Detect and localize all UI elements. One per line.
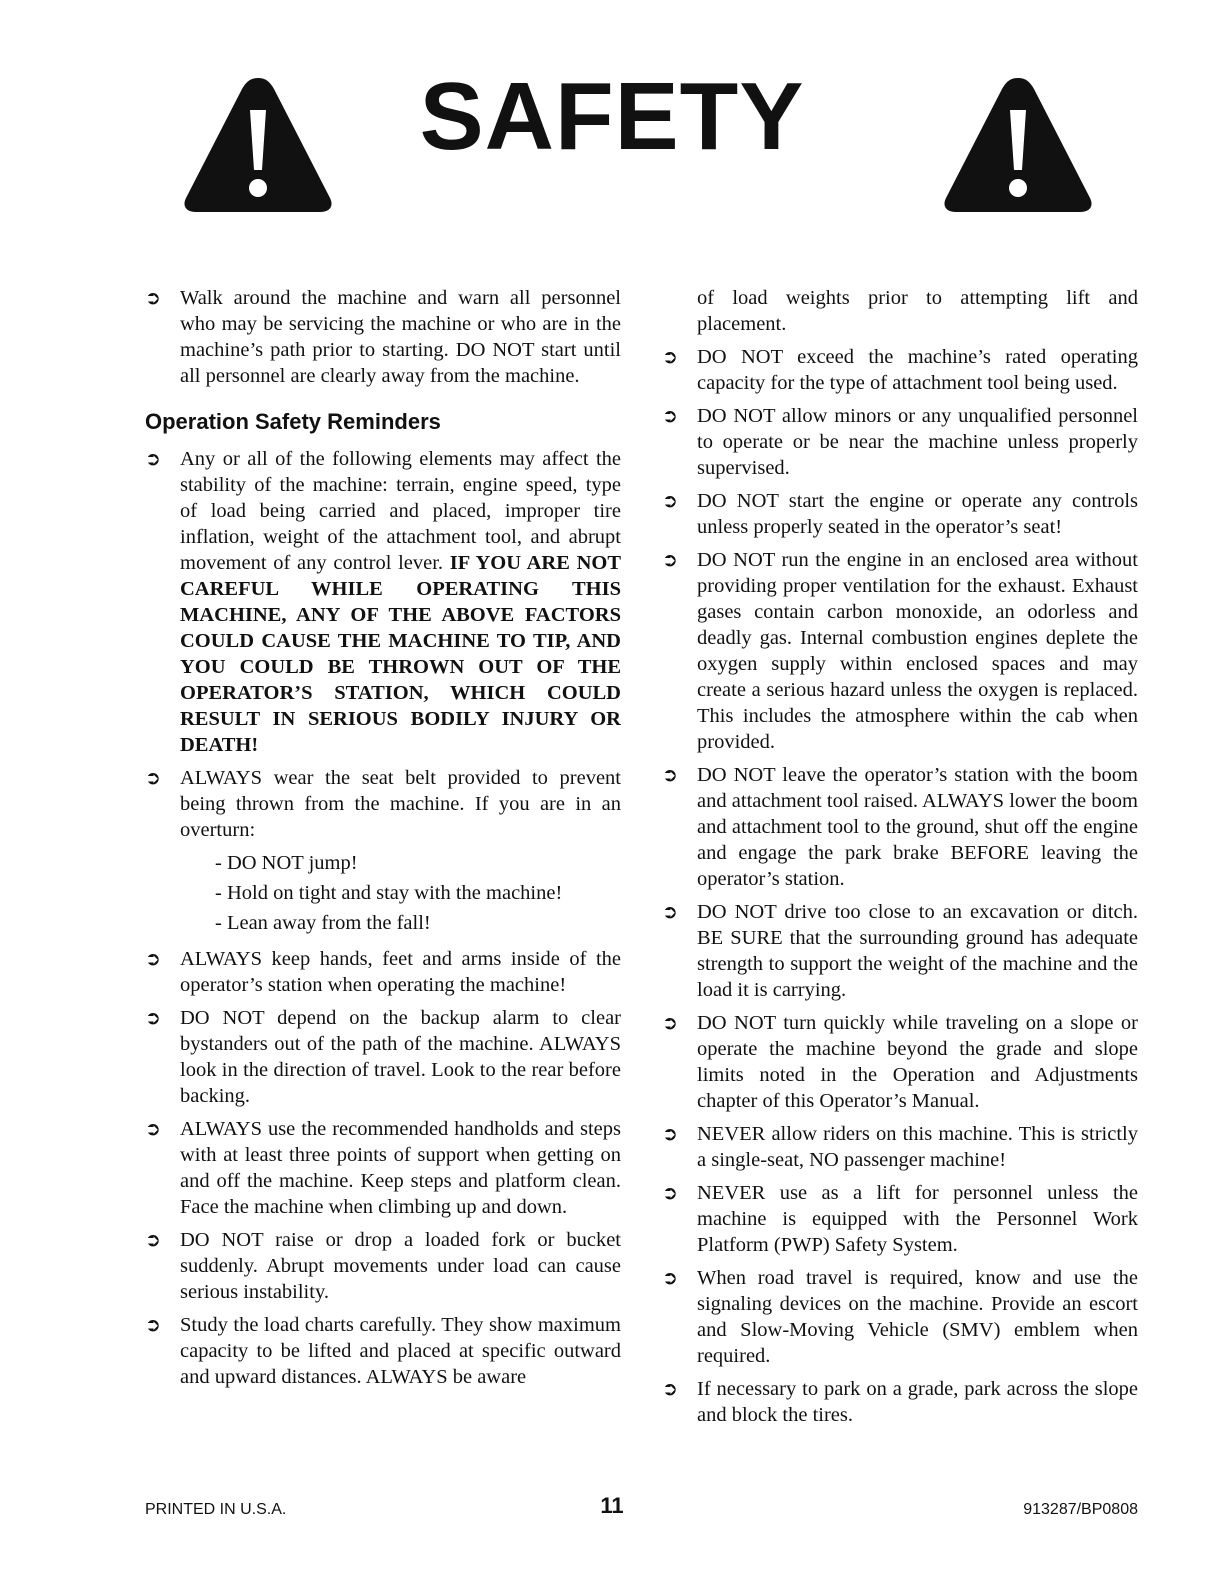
left-column [145,285,621,1397]
list-item: ➲ Any or all of the following elements may affect the stability of the machine: terrain, engine speed, type of load being carried and placed, improper tire inflation, weight of the attachment tool, and abrupt movement of any control lever. IF YOU ARE NOT CAREFUL WHILE OPERATING THIS MACHINE, ANY OF THE ABOVE FACTORS COULD CAUSE THE MACHINE TO TIP, AND YOU COULD BE THROWN OUT OF THE OPERATOR’S STATION, WHICH COULD RESULT IN SERIOUS BODILY INJURY OR DEATH! [145,448,622,756]
arrow-bullet-icon: ➲ [662,405,678,427]
list-item: ➲ DO NOT depend on the backup alarm to clear bystanders out of the path of the machine. ALWAYS look in the direction of travel. Look to the rear before backing. [145,1007,621,1107]
list-item: ➲ ALWAYS keep hands, feet and arms inside of the operator’s station when operating the machine! [145,948,621,996]
list-item: ➲ If necessary to park on a grade, park across the slope and block the tires. [662,1378,1138,1426]
list-item: ➲ DO NOT leave the operator’s station with the boom and attachment tool raised. ALWAYS lower the boom and attachment tool to the ground, shut off the engine and engage the park brake BEFORE leaving the operator’s station. [662,764,1138,890]
sub-item: - DO NOT jump! [215,852,358,874]
arrow-bullet-icon: ➲ [662,1378,678,1400]
sub-item: - Lean away from the fall! [215,912,431,934]
section-heading: Operation Safety Reminders [145,409,441,434]
arrow-bullet-icon: ➲ [662,490,678,512]
arrow-bullet-icon: ➲ [662,1267,678,1289]
sub-item: - Hold on tight and stay with the machine! [215,882,563,904]
footer-print-note: PRINTED IN U.S.A. [145,1501,287,1518]
list-item: ➲ NEVER use as a lift for personnel unless the machine is equipped with the Personnel Work Platform (PWP) Safety System. [662,1182,1138,1256]
arrow-bullet-icon: ➲ [145,1118,161,1140]
list-item: ➲ DO NOT run the engine in an enclosed area without providing proper ventilation for the exhaust. Exhaust gases contain carbon monoxide, an odorless and deadly gas. Internal combustion engines deplete the oxygen supply within enclosed spaces and may create a serious hazard unless the oxygen is replaced. This includes the atmosphere within the cab when provided. [662,549,1138,753]
list-item: ➲ DO NOT start the engine or operate any controls unless properly seated in the operator’s seat! [662,490,1138,538]
right-column [662,285,1138,1435]
arrow-bullet-icon: ➲ [145,287,161,309]
arrow-bullet-icon: ➲ [145,767,161,789]
arrow-bullet-icon: ➲ [662,1182,678,1204]
arrow-bullet-icon: ➲ [662,901,678,923]
arrow-bullet-icon: ➲ [145,1314,161,1336]
arrow-bullet-icon: ➲ [662,1012,678,1034]
arrow-bullet-icon: ➲ [145,448,161,470]
list-item: ➲ DO NOT turn quickly while traveling on a slope or operate the machine beyond the grade and slope limits noted in the Operation and Adjustments chapter of this Operator’s Manual. [662,1012,1138,1112]
arrow-bullet-icon: ➲ [662,1123,678,1145]
arrow-bullet-icon: ➲ [145,1229,161,1251]
list-item: ➲ DO NOT allow minors or any unqualified personnel to operate or be near the machine unless properly supervised. [662,405,1138,479]
arrow-bullet-icon: ➲ [145,1007,161,1029]
list-item: ➲ DO NOT exceed the machine’s rated operating capacity for the type of attachment tool being used. [662,346,1138,394]
overturn-steps [145,850,621,936]
arrow-bullet-icon: ➲ [662,346,678,368]
page-number: 11 [600,1493,624,1518]
list-item: ➲ DO NOT drive too close to an excavation or ditch. BE SURE that the surrounding ground has adequate strength to support the weight of the machine and the load it is carrying. [662,901,1138,1001]
list-item: ➲ NEVER allow riders on this machine. This is strictly a single-seat, NO passenger machine! [662,1123,1138,1171]
list-item: ➲ ALWAYS use the recommended handholds and steps with at least three points of support when getting on and off the machine. Keep steps and platform clean. Face the machine when climbing up and down. [145,1118,621,1218]
arrow-bullet-icon: ➲ [662,764,678,786]
warning-triangle-icon [942,74,1094,214]
list-item: ➲ Walk around the machine and warn all personnel who may be servicing the machine or who are in the machine’s path prior to starting. DO NOT start until all personnel are clearly away from the machine. [145,287,621,387]
arrow-bullet-icon: ➲ [145,948,161,970]
list-item: ➲ DO NOT raise or drop a loaded fork or bucket suddenly. Abrupt movements under load can cause serious instability. [145,1229,621,1303]
document-code: 913287/BP0808 [1023,1501,1138,1518]
list-item: ➲ ALWAYS wear the seat belt provided to prevent being thrown from the machine. If you are in an overturn: [145,767,621,841]
list-item: ➲ When road travel is required, know and use the signaling devices on the machine. Provide an escort and Slow-Moving Vehicle (SMV) emblem when required. [662,1267,1138,1367]
warning-text: IF YOU ARE NOT CAREFUL WHILE OPERATING THIS MACHINE, ANY OF THE ABOVE FACTORS COULD CAUSE THE MACHINE TO TIP, AND YOU COULD BE THROWN OUT OF THE OPERATOR’S STATION, WHICH COULD RESULT IN SERIOUS BODILY INJURY OR DEATH! [180,552,622,756]
continued-text: of load weights prior to attempting lift and placement. [697,287,1138,335]
list-item: ➲ Study the load charts carefully. They show maximum capacity to be lifted and placed at specific outward and upward distances. ALWAYS be aware [145,1314,621,1388]
arrow-bullet-icon: ➲ [662,549,678,571]
page-title: SAFETY [419,63,805,170]
